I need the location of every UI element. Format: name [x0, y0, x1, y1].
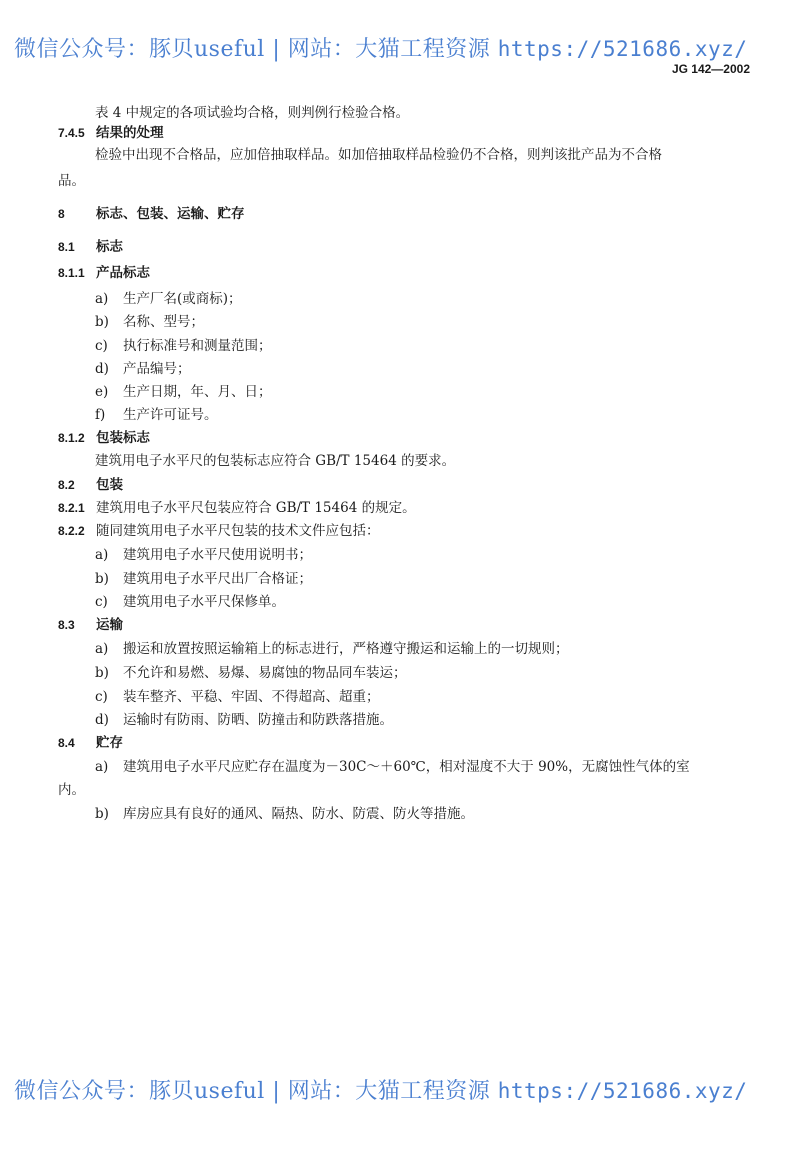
list-text: 运输时有防雨、防晒、防撞击和防跌落措施。: [123, 712, 393, 728]
heading-text: 包装: [96, 477, 123, 493]
list-item: [95, 290, 242, 308]
list-item: [95, 383, 272, 401]
watermark-text: 微信公众号：豚贝useful | 网站：大猫工程资源: [14, 1079, 491, 1104]
heading-8-4: [58, 734, 123, 752]
list-item: [95, 570, 312, 588]
list-text: 建筑用电子水平尺使用说明书；: [123, 547, 312, 563]
list-item: [95, 337, 272, 355]
list-marker: b): [95, 806, 109, 822]
heading-8-1-2: [58, 429, 150, 447]
list-marker: d): [95, 712, 109, 728]
heading-7-4-5: [58, 124, 164, 142]
watermark-url: https://521686.xyz/: [497, 37, 748, 61]
list-item: [95, 664, 407, 682]
list-item: [95, 688, 380, 706]
heading-number: 8.3: [58, 618, 75, 632]
list-item: [95, 640, 569, 658]
paragraph-cont: 品。: [58, 173, 85, 189]
list-text: 产品编号；: [123, 361, 191, 377]
list-text: 生产日期，年、月、日；: [123, 384, 272, 400]
paragraph: 建筑用电子水平尺的包装标志应符合 GB/T 15464 的要求。: [95, 453, 456, 469]
heading-8-2-2: [58, 522, 380, 540]
list-marker: a): [95, 759, 109, 775]
list-text: 库房应具有良好的通风、隔热、防水、防震、防火等措施。: [123, 806, 474, 822]
list-item-cont: 内。: [58, 782, 85, 798]
list-text: 建筑用电子水平尺出厂合格证；: [123, 571, 312, 587]
heading-8-1-1: [58, 264, 150, 282]
list-marker: c): [95, 689, 108, 705]
paragraph: 表 4 中规定的各项试验均合格，则判例行检验合格。: [95, 105, 410, 121]
heading-8-3: [58, 616, 123, 634]
watermark-url: https://521686.xyz/: [497, 1079, 748, 1103]
heading-number: 7.4.5: [58, 126, 85, 140]
heading-number: 8: [58, 207, 65, 221]
list-marker: b): [95, 314, 109, 330]
heading-number: 8.2.2: [58, 524, 85, 538]
list-marker: b): [95, 571, 109, 587]
heading-number: 8.4: [58, 736, 75, 750]
paragraph: 检验中出现不合格品，应加倍抽取样品。如加倍抽取样品检验仍不合格，则判该批产品为不合格: [95, 147, 662, 163]
list-text: 名称、型号；: [123, 314, 204, 330]
heading-text: 随同建筑用电子水平尺包装的技术文件应包括：: [96, 523, 380, 539]
heading-8: [58, 205, 245, 223]
heading-text: 标志: [96, 239, 123, 255]
heading-number: 8.1.2: [58, 431, 85, 445]
list-marker: a): [95, 291, 109, 307]
list-text: 执行标准号和测量范围；: [123, 338, 272, 354]
list-text: 生产厂名(或商标)；: [123, 291, 242, 307]
list-marker: a): [95, 641, 109, 657]
heading-number: 8.1: [58, 240, 75, 254]
list-marker: d): [95, 361, 109, 377]
list-marker: a): [95, 547, 109, 563]
heading-number: 8.2.1: [58, 501, 85, 515]
list-text: 不允许和易燃、易爆、易腐蚀的物品同车装运；: [123, 665, 407, 681]
heading-number: 8.2: [58, 478, 75, 492]
heading-8-1: [58, 238, 123, 256]
watermark-top: [14, 32, 747, 63]
heading-text: 建筑用电子水平尺包装应符合 GB/T 15464 的规定。: [96, 500, 416, 516]
list-marker: c): [95, 338, 108, 354]
list-item: [95, 593, 285, 611]
watermark-text: 微信公众号：豚贝useful | 网站：大猫工程资源: [14, 37, 491, 62]
list-text: 生产许可证号。: [123, 407, 218, 423]
list-text: 装车整齐、平稳、牢固、不得超高、超重；: [123, 689, 380, 705]
heading-text: 产品标志: [96, 265, 150, 281]
list-item: [95, 546, 312, 564]
list-item: [95, 313, 204, 331]
heading-number: 8.1.1: [58, 266, 85, 280]
document-code: JG 142—2002: [671, 62, 750, 76]
heading-8-2-1: [58, 499, 416, 517]
list-item: [95, 360, 191, 378]
list-item: [95, 805, 474, 823]
watermark-bottom: [14, 1074, 747, 1105]
list-marker: f): [95, 407, 106, 423]
heading-text: 包装标志: [96, 430, 150, 446]
list-marker: c): [95, 594, 108, 610]
heading-text: 贮存: [96, 735, 123, 751]
list-item: [95, 406, 218, 424]
heading-text: 标志、包装、运输、贮存: [96, 206, 245, 222]
heading-8-2: [58, 476, 123, 494]
list-text: 搬运和放置按照运输箱上的标志进行，严格遵守搬运和运输上的一切规则；: [123, 641, 569, 657]
heading-text: 运输: [96, 617, 123, 633]
list-item: [95, 758, 690, 776]
list-item: [95, 711, 393, 729]
list-text: 建筑用电子水平尺应贮存在温度为－30C～＋60℃，相对湿度不大于 90%，无腐蚀性气体的室: [123, 759, 690, 775]
heading-text: 结果的处理: [96, 125, 164, 141]
list-marker: e): [95, 384, 109, 400]
list-marker: b): [95, 665, 109, 681]
list-text: 建筑用电子水平尺保修单。: [123, 594, 285, 610]
